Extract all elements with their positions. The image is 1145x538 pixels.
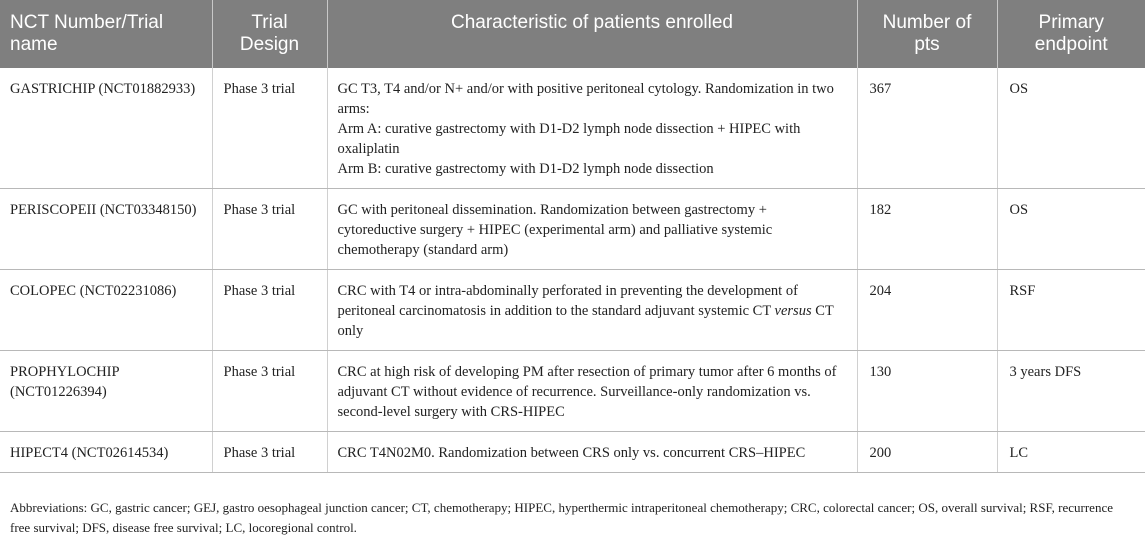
characteristic-cell [327,189,857,270]
table-body [0,68,1145,473]
characteristic-italic: versus [774,303,812,319]
trial-name-cell: PROPHYLOCHIP (NCT01226394) [0,351,212,432]
table-row [0,68,1145,189]
characteristic-text: CT only [337,303,834,339]
trial-design-cell: Phase 3 trial [212,432,327,473]
characteristic-cell [327,432,857,473]
trial-name-cell: HIPECT4 (NCT02614534) [0,432,212,473]
characteristic-line: GC with peritoneal dissemination. Randomization between gastrectomy + cytoreductive surgery + HIPEC (experimental arm) and palliative systemic chemotherapy (standard arm) [337,202,773,258]
primary-endpoint-cell: OS [997,68,1145,189]
characteristic-cell [327,68,857,189]
trial-name-cell: GASTRICHIP (NCT01882933) [0,68,212,189]
trial-name-cell: PERISCOPEII (NCT03348150) [0,189,212,270]
trial-design-cell: Phase 3 trial [212,68,327,189]
table-row [0,432,1145,473]
characteristic-cell [327,351,857,432]
number-of-pts-cell: 200 [857,432,997,473]
table-row [0,351,1145,432]
number-of-pts-cell: 182 [857,189,997,270]
header-number-of-pts: Number of pts [857,0,997,68]
table-row [0,270,1145,351]
trial-design-cell: Phase 3 trial [212,189,327,270]
header-primary-endpoint: Primary endpoint [997,0,1145,68]
primary-endpoint-cell: 3 years DFS [997,351,1145,432]
characteristic-line: CRC T4N02M0. Randomization between CRS only vs. concurrent CRS–HIPEC [337,445,806,461]
table-header [0,0,1145,68]
primary-endpoint-cell: OS [997,189,1145,270]
primary-endpoint-cell: RSF [997,270,1145,351]
characteristic-text: CRC with T4 or intra-abdominally perforated in preventing the development of peritoneal carcinomatosis in addition to the standard adjuvant systemic CT [337,283,798,319]
header-trial-name: NCT Number/Trial name [0,0,212,68]
characteristic-cell [327,270,857,351]
characteristic-line: CRC at high risk of developing PM after resection of primary tumor after 6 months of adjuvant CT without evidence of recurrence. Surveillance-only randomization vs. second-level surgery with CRS-HIPEC [337,364,837,420]
table-row [0,189,1145,270]
characteristic-line: GC T3, T4 and/or N+ and/or with positive peritoneal cytology. Randomization in two arms: [337,81,834,117]
characteristic-line: Arm A: curative gastrectomy with D1-D2 lymph node dissection + HIPEC with oxaliplatin [337,121,801,157]
header-row [0,0,1145,68]
characteristic-line: Arm B: curative gastrectomy with D1-D2 lymph node dissection [337,161,714,177]
trial-design-cell: Phase 3 trial [212,270,327,351]
number-of-pts-cell: 204 [857,270,997,351]
number-of-pts-cell: 367 [857,68,997,189]
abbreviations-footnote: Abbreviations: GC, gastric cancer; GEJ, gastro oesophageal junction cancer; CT, chemotherapy; HIPEC, hyperthermic intraperitoneal chemotherapy; CRC, colorectal cancer; OS, overall survival; RSF, recurrence free survival; DFS, disease free survival; LC, locoregional control. [10,500,1113,535]
number-of-pts-cell: 130 [857,351,997,432]
header-trial-design: Trial Design [212,0,327,68]
trial-design-cell: Phase 3 trial [212,351,327,432]
primary-endpoint-cell: LC [997,432,1145,473]
header-characteristic: Characteristic of patients enrolled [327,0,857,68]
trial-name-cell: COLOPEC (NCT02231086) [0,270,212,351]
